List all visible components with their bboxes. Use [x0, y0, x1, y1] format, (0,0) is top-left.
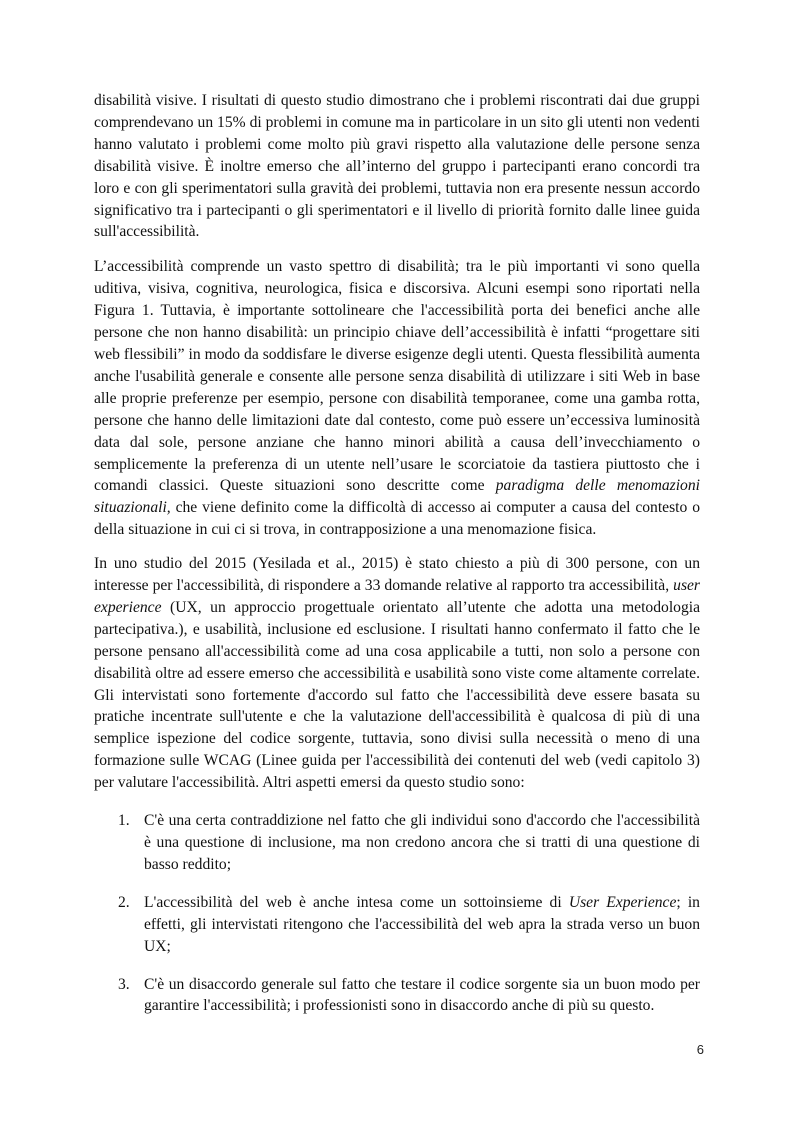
page-number: 6 [696, 1042, 704, 1057]
list-item [94, 974, 700, 1018]
emphasized-term: User Experience [568, 893, 677, 911]
emphasized-term: paradigma delle menomazioni situazionali, [94, 477, 700, 517]
paragraph-text: L’accessibilità comprende un vasto spettro di disabilità; tra le più importanti vi sono quella uditiva, visiva, cognitiva, neurologica, fisica e discorsiva. Alcuni esempi sono riportati nella Figura 1. Tuttavia, è importante sottolineare che l'accessibilità porta dei benefici anche alle persone che non hanno disabilità: un principio chiave dell’accessibilità è infatti “progettare siti web flessibili” in modo da soddisfare le diverse esigenze degli utenti. Questa flessibilità aumenta anche l'usabilità generale e consente alle persone senza disabilità di utilizzare i siti Web in base alle proprie preferenze per esempio, persone con disabilità temporanee, come una gamba rotta, persone che hanno delle limitazioni date dal contesto, come può essere un’eccessiva luminosità data dal sole, persone anziane che hanno minori abilità a causa dell’invecchiamento o semplicemente la preferenza di un utente nell’usare le scorciatoie da tastiera piuttosto che i comandi classici. Queste situazioni sono descritte come [94, 258, 700, 495]
findings-list [94, 810, 700, 1017]
paragraph-text: disabilità visive. I risultati di questo studio dimostrano che i problemi riscontrati dai due gruppi comprendevano un 15% di problemi in comune ma in particolare in un sito gli utenti non vedenti hanno valutato i problemi come molto più gravi rispetto alla valutazione delle persone senza disabilità visive. È inoltre emerso che all’interno del gruppo i partecipanti erano concordi tra loro e con gli sperimentatori sulla gravità dei problemi, tuttavia non era presente nessun accordo significativo tra i partecipanti o gli sperimentatori e il livello di priorità fornito dalle linee guida sull'accessibilità. [94, 92, 700, 241]
document-page [94, 90, 700, 1033]
list-item-text: L'accessibilità del web è anche intesa come un sottoinsieme di [144, 893, 569, 911]
paragraph-text: In uno studio del 2015 (Yesilada et al., 2015) è stato chiesto a più di 300 persone, con un interesse per l'accessibilità, di rispondere a 33 domande relative al rapporto tra accessibilità, [94, 555, 700, 595]
paragraph-yesilada-study [94, 553, 700, 794]
paragraph-study-results [94, 90, 700, 243]
list-item [94, 810, 700, 876]
paragraph-text: che viene definito come la difficoltà di accesso ai computer a causa del contesto o della situazione in cui ci si trova, in contrapposizione a una menomazione fisica. [94, 499, 700, 539]
paragraph-text: (UX, un approccio progettuale orientato all’utente che adotta una metodologia partecipativa.), e usabilità, inclusione ed esclusione. I risultati hanno confermato il fatto che le persone pensano all'accessibilità come ad una cosa applicabile a tutti, non solo a persone con disabilità oltre ad essere emerso che accessibilità e usabilità sono viste come altamente correlate. Gli intervistati sono fortemente d'accordo sul fatto che l'accessibilità deve essere basata su pratiche incentrate sull'utente e che la valutazione dell'accessibilità è qualcosa di più di una semplice ispezione del codice sorgente, tuttavia, sono divisi sulla necessità o meno di una formazione sulle WCAG (Linee guida per l'accessibilità dei contenuti del web (vedi capitolo 3) per valutare l'accessibilità. Altri aspetti emersi da questo studio sono: [94, 598, 700, 792]
list-item [94, 892, 700, 958]
list-item-text: C'è un disaccordo generale sul fatto che testare il codice sorgente sia un buon modo per garantire l'accessibilità; i professionisti sono in disaccordo anche di più su questo. [144, 975, 700, 1015]
list-item-number: 1. [118, 812, 130, 830]
list-item-text: C'è una certa contraddizione nel fatto che gli individui sono d'accordo che l'accessibilità è una questione di inclusione, ma non credono ancora che si tratti di una questione di basso reddito; [144, 812, 700, 873]
list-item-text: ; in effetti, gli intervistati ritengono che l'accessibilità del web apra la strada verso un buon UX; [144, 893, 700, 955]
list-item-number: 3. [118, 975, 130, 993]
paragraph-disability-spectrum [94, 256, 700, 541]
list-item-number: 2. [118, 893, 130, 911]
emphasized-term: user experience [94, 577, 700, 616]
